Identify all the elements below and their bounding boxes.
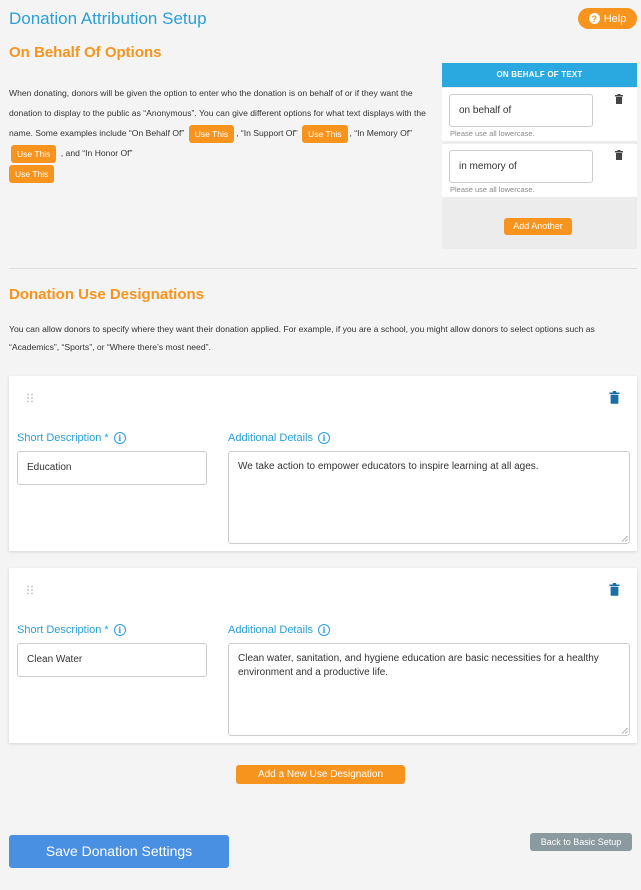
resize-handle-icon[interactable]	[621, 535, 628, 542]
example-memory: , “In Memory Of”	[349, 128, 413, 138]
add-another-button[interactable]: Add Another	[504, 218, 572, 235]
use-designations-description: You can allow donors to specify where they want their donation applied. For example, if you are a school, you might allow donors to select options such as “Academics”, “Sports”, or “Where there’s most need”.	[9, 324, 595, 352]
on-behalf-section-title: On Behalf Of Options	[9, 44, 162, 61]
on-behalf-text-input[interactable]: in memory of	[449, 150, 593, 183]
example-honor: , and “In Honor Of”	[60, 148, 133, 158]
trash-icon[interactable]	[609, 583, 620, 596]
help-button[interactable]	[578, 8, 637, 29]
short-description-label	[17, 432, 126, 444]
on-behalf-text-panel	[442, 63, 637, 249]
use-this-honor-button[interactable]: Use This	[9, 165, 54, 183]
question-icon: ?	[589, 13, 600, 24]
section-divider	[9, 268, 637, 269]
info-icon[interactable]: i	[318, 432, 330, 444]
on-behalf-option-row	[442, 144, 637, 197]
designation-card	[9, 376, 637, 551]
additional-details-label-text: Additional Details	[228, 432, 313, 444]
info-icon[interactable]: i	[318, 624, 330, 636]
add-use-designation-button[interactable]: Add a New Use Designation	[236, 765, 405, 784]
on-behalf-description	[9, 83, 429, 183]
save-donation-settings-button[interactable]: Save Donation Settings	[9, 835, 229, 868]
additional-details-textarea[interactable]	[228, 643, 630, 736]
designation-card	[9, 568, 637, 743]
additional-details-text: We take action to empower educators to inspire learning at all ages.	[238, 461, 539, 472]
additional-details-label	[228, 624, 330, 636]
info-icon[interactable]: i	[114, 624, 126, 636]
additional-details-textarea[interactable]	[228, 451, 630, 544]
additional-details-text: Clean water, sanitation, and hygiene education are basic necessities for a healthy environment and a productive life.	[238, 653, 599, 678]
short-description-input[interactable]: Clean Water	[17, 643, 207, 677]
back-to-basic-setup-button[interactable]: Back to Basic Setup	[530, 833, 632, 851]
short-description-label-text: Short Description *	[17, 432, 109, 444]
trash-icon[interactable]	[614, 150, 624, 160]
info-icon[interactable]: i	[114, 432, 126, 444]
example-support: , “In Support Of”	[236, 128, 298, 138]
on-behalf-option-row	[442, 88, 637, 141]
on-behalf-text-input[interactable]: on behalf of	[449, 94, 593, 127]
short-description-label-text: Short Description *	[17, 624, 109, 636]
trash-icon[interactable]	[614, 94, 624, 104]
resize-handle-icon[interactable]	[621, 727, 628, 734]
short-description-input[interactable]: Education	[17, 451, 207, 485]
trash-icon[interactable]	[609, 391, 620, 404]
help-label: Help	[603, 12, 627, 25]
use-designations-section-title: Donation Use Designations	[9, 286, 205, 303]
page-title: Donation Attribution Setup	[9, 9, 207, 28]
drag-handle-icon[interactable]	[26, 585, 34, 595]
short-description-label	[17, 624, 126, 636]
additional-details-label-text: Additional Details	[228, 624, 313, 636]
lowercase-hint: Please use all lowercase.	[450, 185, 535, 194]
use-this-memory-button[interactable]: Use This	[11, 145, 56, 163]
use-this-on-behalf-button[interactable]: Use This	[189, 125, 234, 143]
drag-handle-icon[interactable]	[26, 393, 34, 403]
lowercase-hint: Please use all lowercase.	[450, 129, 535, 138]
on-behalf-desc-text: When donating, donors will be given the option to enter who the donation is on behalf of or if they want the donation to display to the public as “Anonymous”. You can give different options for what text displays with the name. Some examples include “On Behalf Of”	[9, 88, 426, 138]
additional-details-label	[228, 432, 330, 444]
on-behalf-panel-header: ON BEHALF OF TEXT	[442, 63, 637, 87]
use-this-support-button[interactable]: Use This	[302, 125, 347, 143]
